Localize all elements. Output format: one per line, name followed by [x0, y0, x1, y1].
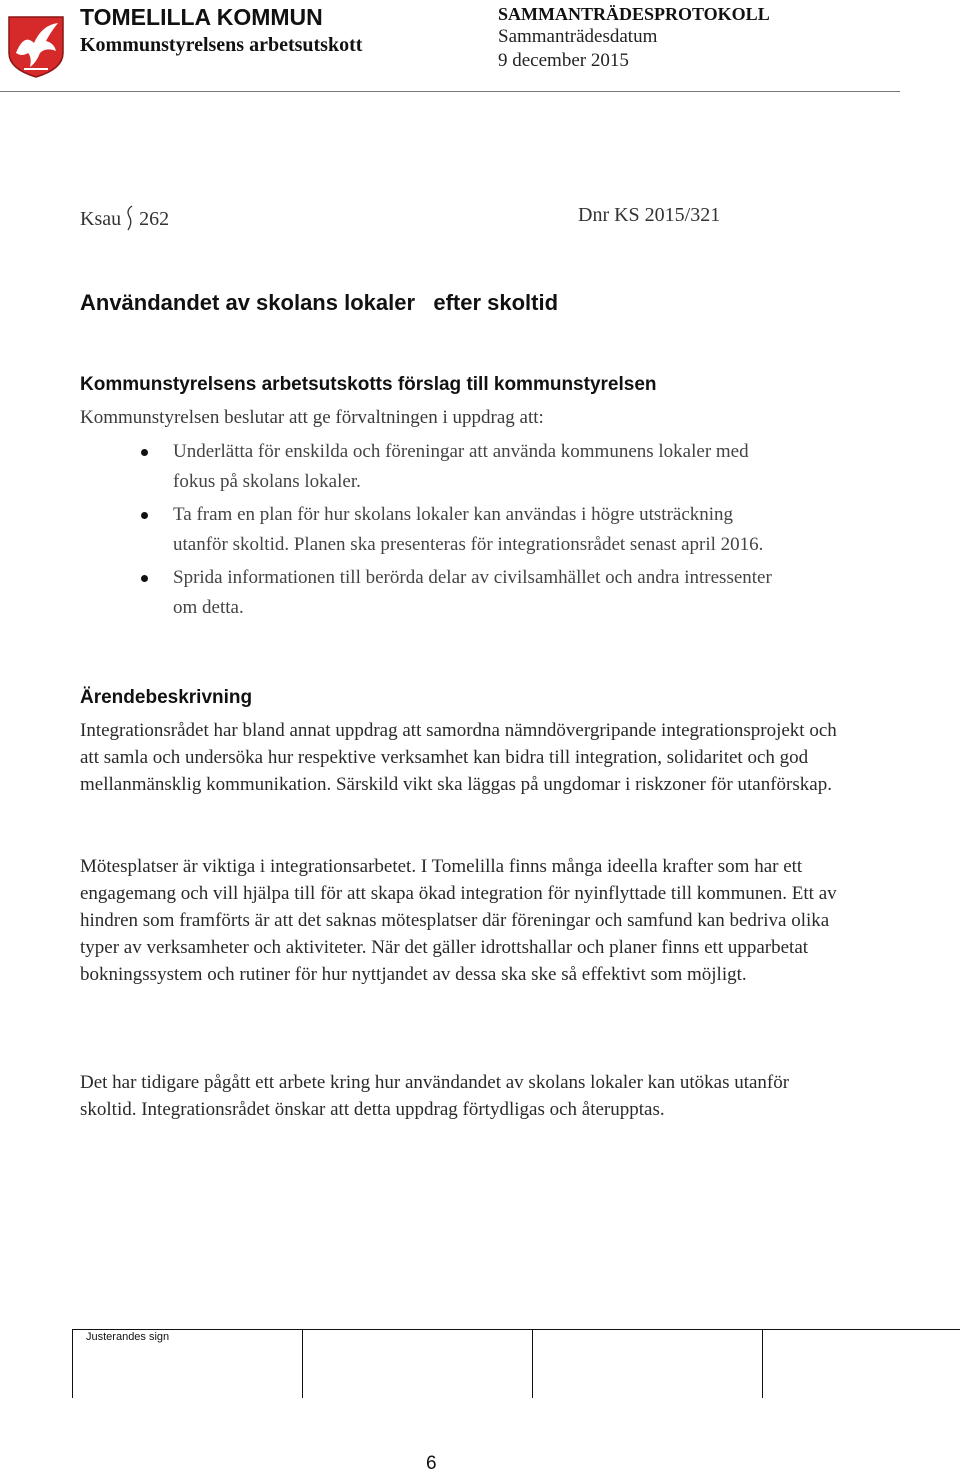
case-number-value: 262 — [139, 208, 170, 230]
description-heading: Ärendebeskrivning — [80, 687, 253, 708]
case-number — [80, 204, 169, 232]
bullet-icon — [141, 449, 148, 456]
proposal-bullet-list — [80, 437, 780, 626]
meeting-date-label: Sammanträdesdatum — [498, 26, 658, 47]
list-item: Underlätta för enskilda och föreningar att använda kommunens lokaler med fokus på skolans lokaler. — [80, 437, 780, 496]
list-item: Ta fram en plan för hur skolans lokaler kan användas i högre utsträckning utanför skoltid. Planen ska presenteras för integrationsrådet senast april 2016. — [80, 500, 780, 559]
signature-label: Justerandes sign — [86, 1331, 170, 1343]
municipality-logo-icon — [6, 13, 66, 79]
bullet-icon — [141, 575, 148, 582]
proposal-intro-text: Kommunstyrelsen beslutar att ge förvaltningen i uppdrag att: — [80, 407, 544, 428]
table-divider — [532, 1330, 533, 1398]
diary-number: Dnr KS 2015/321 — [578, 204, 721, 226]
description-paragraph-2: Mötesplatser är viktiga i integrationsarbetet. I Tomelilla finns många ideella krafter som har ett engagemang och vill hjälpa till för att skapa ökad integration för nyinflyttade till kommunen. Ett av hindren som framförts är att det saknas mötesplatser där föreningar och samfund kan bedriva olika typer av verksamheter och aktiviteter. När det gäller idrottshallar och planer finns ett upparbetat bokningssystem och rutiner för hur nyttjandet av dessa ska ske så effektivt som möjligt. — [80, 856, 837, 985]
description-paragraph-1: Integrationsrådet har bland annat uppdrag att samordna nämndövergripande integrationsprojekt och att samla och undersöka hur respektive verksamhet kan bidra till integration, solidaritet och god mellanmänsklig kommunikation. Särskild vikt ska läggas på ungdomar i riskzoner för utanförskap. — [80, 720, 837, 795]
section-sign-icon — [125, 204, 135, 232]
case-label: Ksau — [80, 208, 122, 230]
organization-name: TOMELILLA KOMMUN — [80, 4, 323, 30]
list-item: Sprida informationen till berörda delar av civilsamhället och andra intressenter om detta. — [80, 563, 780, 622]
proposal-heading: Kommunstyrelsens arbetsutskotts förslag till kommunstyrelsen — [80, 374, 657, 395]
committee-name: Kommunstyrelsens arbetsutskott — [80, 34, 363, 56]
page-title: Användandet av skolans lokaler efter skoltid — [80, 290, 559, 315]
page-number: 6 — [426, 1453, 437, 1474]
meeting-date: 9 december 2015 — [498, 50, 629, 71]
signature-table — [72, 1329, 960, 1398]
document-type: SAMMANTRÄDESPROTOKOLL — [498, 4, 770, 24]
description-paragraph-3: Det har tidigare pågått ett arbete kring hur användandet av skolans lokaler kan utökas utanför skoltid. Integrationsrådet önskar att detta uppdrag förtydligas och återupptas. — [80, 1072, 790, 1120]
header-divider — [0, 91, 900, 92]
table-divider — [302, 1330, 303, 1398]
table-divider — [72, 1330, 73, 1398]
table-divider — [762, 1330, 763, 1398]
bullet-icon — [141, 512, 148, 519]
